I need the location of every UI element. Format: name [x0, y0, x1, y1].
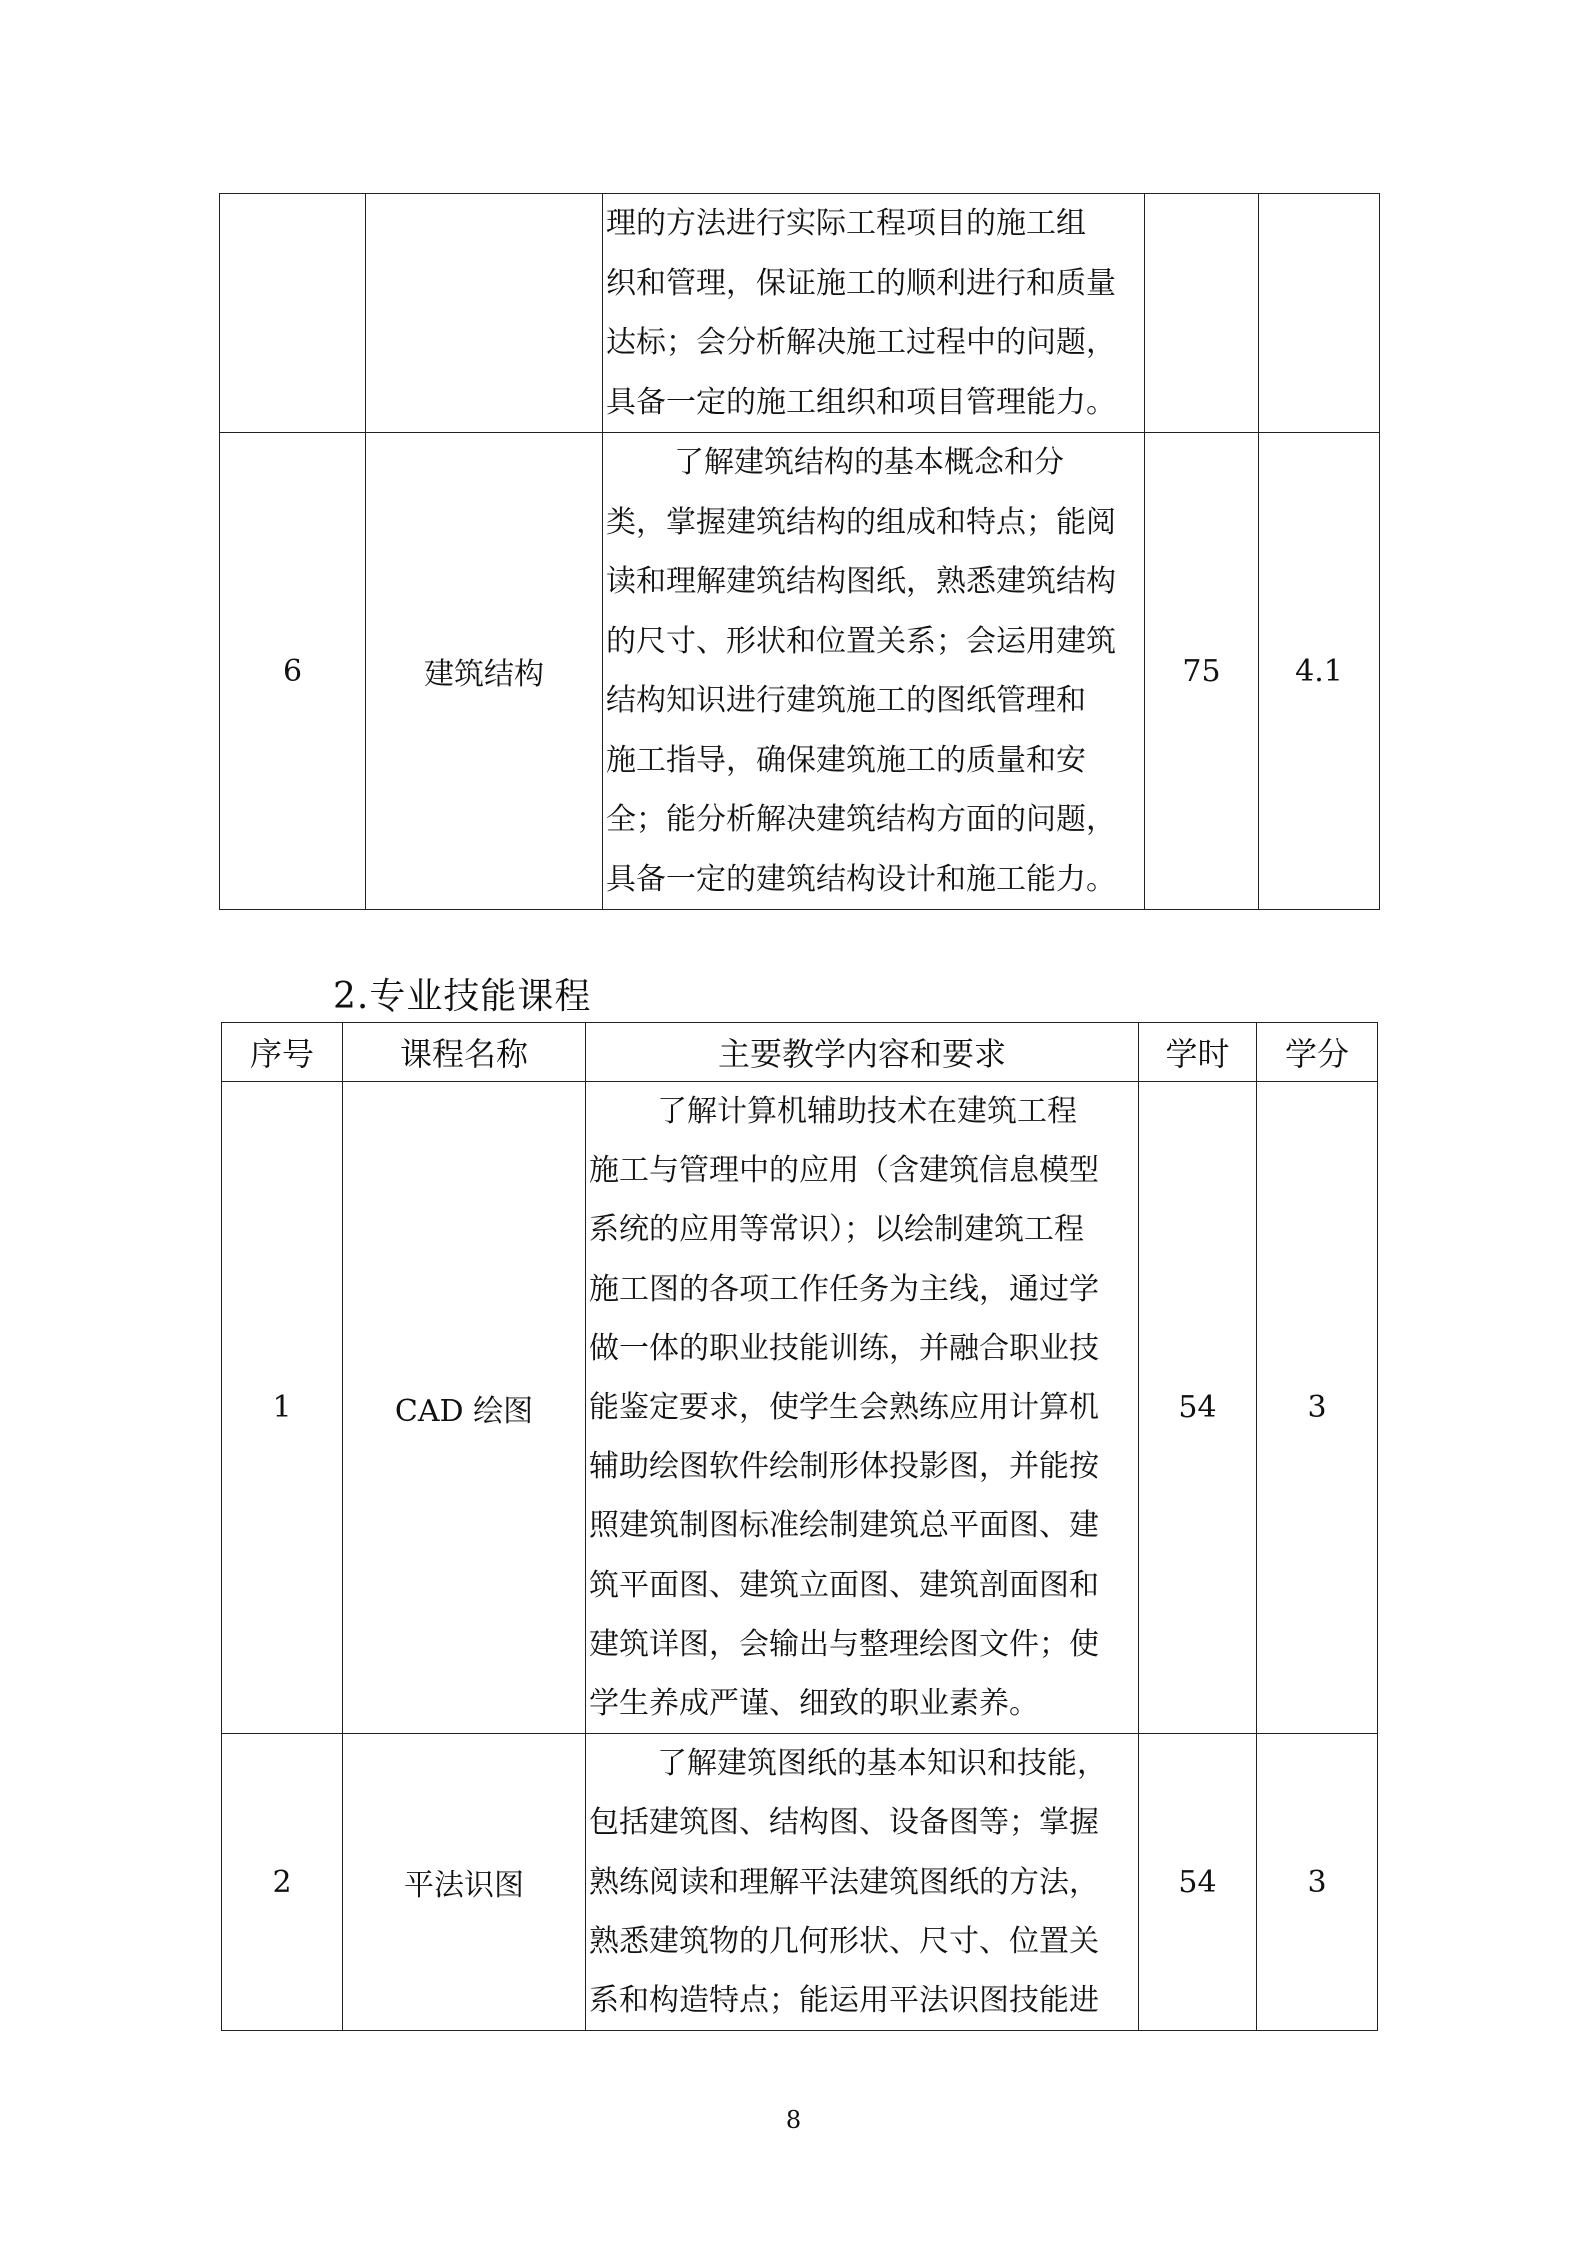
table-cell-name: 建筑结构 — [366, 433, 603, 910]
table-cell-hours — [1145, 194, 1259, 433]
content-line: 施工指导，确保建筑施工的质量和安 — [606, 742, 1086, 778]
table-cell-content — [603, 433, 1145, 910]
table-cell-content — [603, 194, 1145, 433]
table-cell-hours: 75 — [1145, 433, 1259, 910]
content-line: 具备一定的施工组织和项目管理能力。 — [606, 384, 1116, 420]
header-no: 序号 — [222, 1023, 343, 1082]
table-cell-content — [586, 1082, 1139, 1734]
header-course-name: 课程名称 — [343, 1023, 586, 1082]
table-cell-credits — [1259, 194, 1380, 433]
content-line: 照建筑制图标准绘制建筑总平面图、建 — [589, 1508, 1099, 1544]
table-cell-hours: 54 — [1139, 1734, 1257, 2031]
content-line: 系统的应用等常识）；以绘制建筑工程 — [589, 1212, 1084, 1248]
content-line: 包括建筑图、结构图、设备图等；掌握 — [589, 1805, 1099, 1841]
section-heading: 2.专业技能课程 — [333, 976, 592, 1017]
content-line: 建筑详图，会输出与整理绘图文件；使 — [589, 1626, 1099, 1662]
table-cell-no — [220, 194, 366, 433]
table-cell-no: 1 — [222, 1082, 343, 1734]
page-number: 8 — [785, 2106, 802, 2134]
table-cell-credits: 4.1 — [1259, 433, 1380, 910]
table-cell-credits: 3 — [1257, 1734, 1378, 2031]
course-table-1 — [219, 193, 1380, 910]
content-line: 类，掌握建筑结构的组成和特点；能阅 — [606, 504, 1116, 540]
course-table-2 — [221, 1022, 1378, 2031]
content-line: 系和构造特点；能运用平法识图技能进 — [589, 1983, 1099, 2019]
table-cell-name — [366, 194, 603, 433]
table-cell-name: CAD 绘图 — [343, 1082, 586, 1734]
content-line: 学生养成严谨、细致的职业素养。 — [589, 1686, 1039, 1722]
table-cell-name: 平法识图 — [343, 1734, 586, 2031]
table-row — [222, 1082, 1378, 1734]
content-line: 做一体的职业技能训练，并融合职业技 — [589, 1330, 1099, 1366]
content-line: 了解建筑结构的基本概念和分 — [674, 445, 1064, 480]
table-cell-credits: 3 — [1257, 1082, 1378, 1734]
table-cell-no: 2 — [222, 1734, 343, 2031]
content-line: 读和理解建筑结构图纸，熟悉建筑结构 — [606, 564, 1116, 599]
content-line: 结构知识进行建筑施工的图纸管理和 — [606, 683, 1086, 718]
content-line: 熟练阅读和理解平法建筑图纸的方法， — [589, 1864, 1099, 1900]
content-line: 达标；会分析解决施工过程中的问题， — [606, 325, 1116, 360]
table-header-row — [222, 1023, 1378, 1082]
content-line: 能鉴定要求，使学生会熟练应用计算机 — [589, 1390, 1099, 1426]
content-line: 全；能分析解决建筑结构方面的问题， — [606, 802, 1116, 837]
content-line: 理的方法进行实际工程项目的施工组 — [606, 206, 1086, 241]
table-row — [222, 1734, 1378, 2031]
header-content: 主要教学内容和要求 — [586, 1023, 1139, 1082]
content-line: 熟悉建筑物的几何形状、尺寸、位置关 — [589, 1923, 1099, 1959]
content-line: 具备一定的建筑结构设计和施工能力。 — [606, 861, 1116, 897]
content-line: 辅助绘图软件绘制形体投影图，并能按 — [589, 1449, 1099, 1485]
content-line: 施工图的各项工作任务为主线，通过学 — [589, 1271, 1099, 1307]
table-cell-no: 6 — [220, 433, 366, 910]
table-cell-content — [586, 1734, 1139, 2031]
table-row — [220, 433, 1380, 910]
table-cell-hours: 54 — [1139, 1082, 1257, 1734]
content-line: 了解建筑图纸的基本知识和技能， — [657, 1746, 1107, 1782]
content-line: 筑平面图、建筑立面图、建筑剖面图和 — [589, 1567, 1099, 1603]
table-row — [220, 194, 1380, 433]
content-line: 织和管理，保证施工的顺利进行和质量 — [606, 265, 1116, 301]
content-line: 了解计算机辅助技术在建筑工程 — [657, 1094, 1077, 1129]
content-line: 施工与管理中的应用（含建筑信息模型 — [589, 1153, 1099, 1189]
content-line: 的尺寸、形状和位置关系；会运用建筑 — [606, 623, 1116, 659]
header-credits: 学分 — [1257, 1023, 1378, 1082]
header-hours: 学时 — [1139, 1023, 1257, 1082]
